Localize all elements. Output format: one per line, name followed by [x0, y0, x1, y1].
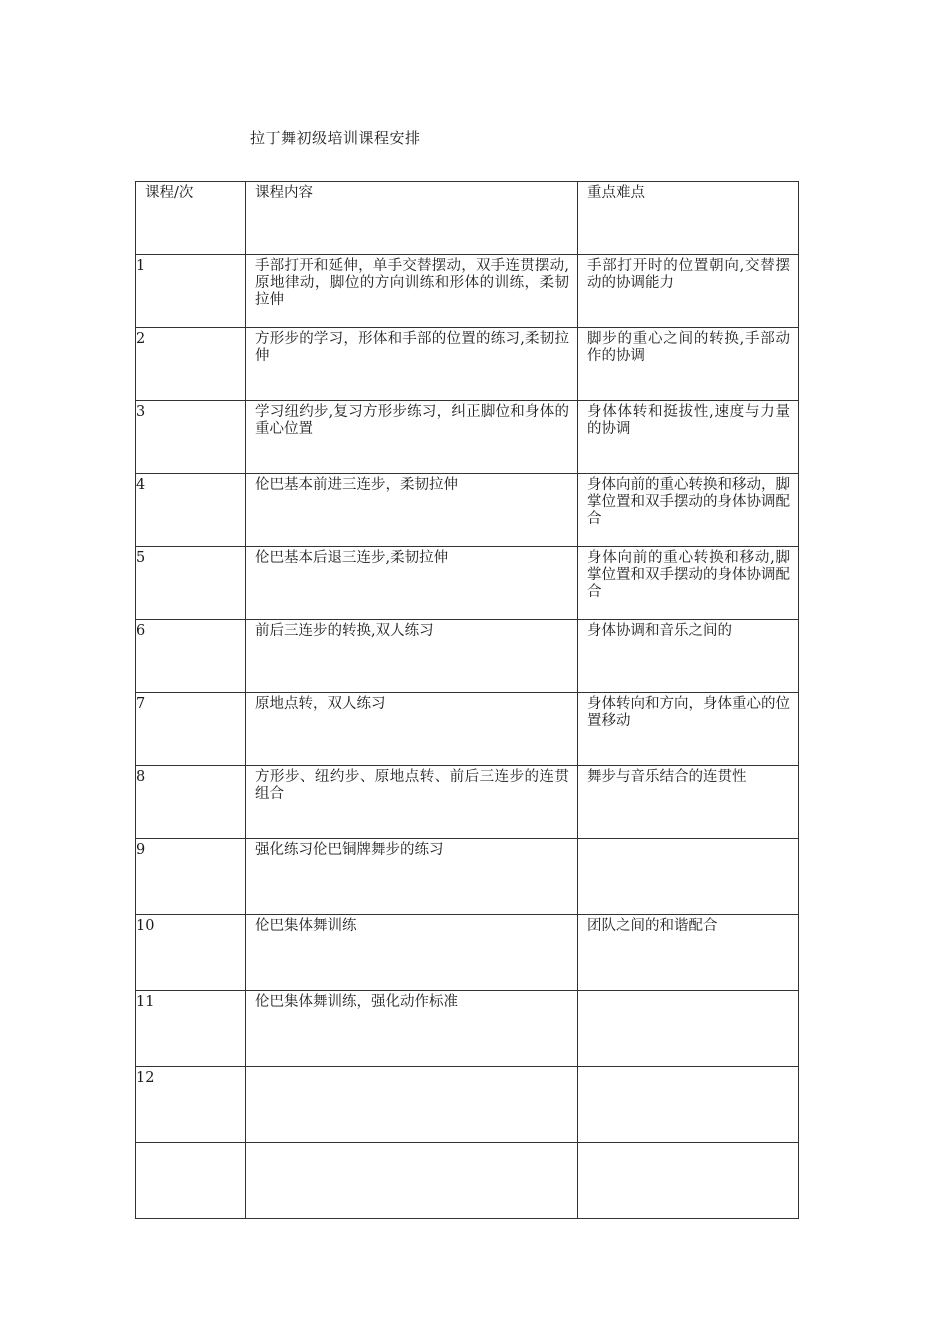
key-focus: [578, 1143, 799, 1219]
course-content: 伦巴基本后退三连步,柔韧拉伸: [246, 547, 578, 620]
table-row: [136, 328, 799, 401]
table-row: [136, 693, 799, 766]
course-content: 学习纽约步,复习方形步练习，纠正脚位和身体的重心位置: [246, 401, 578, 474]
session-number: 8: [136, 766, 246, 839]
session-number: 3: [136, 401, 246, 474]
key-focus: 身体协调和音乐之间的: [578, 620, 799, 693]
key-focus: 身体向前的重心转换和移动,脚掌位置和双手摆动的身体协调配合: [578, 547, 799, 620]
table-row: [136, 255, 799, 328]
session-number: 12: [136, 1067, 246, 1143]
course-content: 伦巴集体舞训练: [246, 915, 578, 991]
key-focus: 身体向前的重心转换和移动，脚掌位置和双手摆动的身体协调配合: [578, 474, 799, 547]
table-row: [136, 839, 799, 915]
session-number: 9: [136, 839, 246, 915]
session-number: 2: [136, 328, 246, 401]
session-number: 6: [136, 620, 246, 693]
key-focus: 身体体转和挺拔性,速度与力量的协调: [578, 401, 799, 474]
course-content: 手部打开和延伸，单手交替摆动，双手连贯摆动,原地律动，脚位的方向训练和形体的训练，柔韧拉伸: [246, 255, 578, 328]
session-number: 11: [136, 991, 246, 1067]
table-row: [136, 401, 799, 474]
key-focus: 身体转向和方向，身体重心的位置移动: [578, 693, 799, 766]
course-content: [246, 1143, 578, 1219]
table-row: [136, 620, 799, 693]
table-row: [136, 915, 799, 991]
session-number: 1: [136, 255, 246, 328]
document-title: 拉丁舞初级培训课程安排: [250, 129, 421, 147]
course-content: 伦巴集体舞训练，强化动作标准: [246, 991, 578, 1067]
header-focus: 重点难点: [578, 182, 799, 255]
key-focus: 手部打开时的位置朝向,交替摆动的协调能力: [578, 255, 799, 328]
session-number: [136, 1143, 246, 1219]
course-schedule-table: [135, 181, 799, 1219]
table-header-row: [136, 182, 799, 255]
table-row: [136, 474, 799, 547]
course-content: 前后三连步的转换,双人练习: [246, 620, 578, 693]
course-content: 伦巴基本前进三连步，柔韧拉伸: [246, 474, 578, 547]
header-session: 课程/次: [136, 182, 246, 255]
session-number: 7: [136, 693, 246, 766]
table-row: [136, 1143, 799, 1219]
table-row: [136, 991, 799, 1067]
session-number: 5: [136, 547, 246, 620]
key-focus: [578, 1067, 799, 1143]
table-row: [136, 1067, 799, 1143]
key-focus: 脚步的重心之间的转换,手部动作的协调: [578, 328, 799, 401]
key-focus: [578, 991, 799, 1067]
course-content: 强化练习伦巴铜牌舞步的练习: [246, 839, 578, 915]
key-focus: 团队之间的和谐配合: [578, 915, 799, 991]
course-content: 方形步的学习，形体和手部的位置的练习,柔韧拉伸: [246, 328, 578, 401]
header-content: 课程内容: [246, 182, 578, 255]
key-focus: 舞步与音乐结合的连贯性: [578, 766, 799, 839]
table-row: [136, 766, 799, 839]
key-focus: [578, 839, 799, 915]
course-content: 原地点转，双人练习: [246, 693, 578, 766]
table-row: [136, 547, 799, 620]
course-content: 方形步、纽约步、原地点转、前后三连步的连贯组合: [246, 766, 578, 839]
course-content: [246, 1067, 578, 1143]
session-number: 10: [136, 915, 246, 991]
session-number: 4: [136, 474, 246, 547]
